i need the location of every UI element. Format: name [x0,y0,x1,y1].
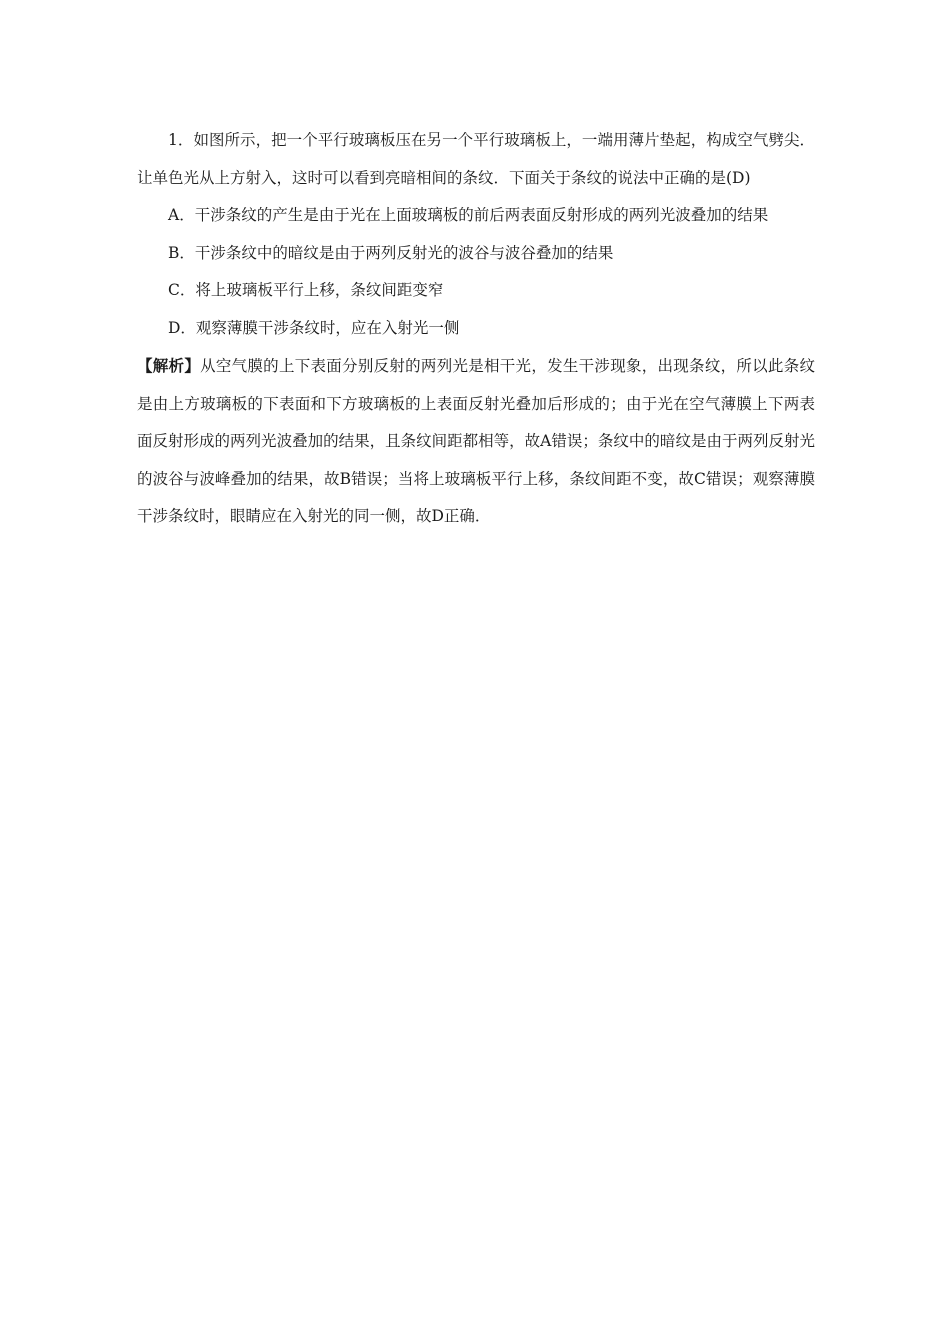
analysis-label: 【解析】 [137,356,201,375]
analysis-paragraph [137,347,815,536]
option-b: B．干涉条纹中的暗纹是由于两列反射光的波谷与波谷叠加的结果 [168,243,614,262]
option-c: C．将上玻璃板平行上移，条纹间距变窄 [168,281,444,299]
option-list [137,197,815,347]
document-content [137,122,815,536]
option-a: A．干涉条纹的产生是由于光在上面玻璃板的前后两表面反射形成的两列光波叠加的结果 [168,206,769,224]
option-d: D．观察薄膜干涉条纹时，应在入射光一侧 [168,318,460,337]
analysis-text: 从空气膜的上下表面分别反射的两列光是相干光，发生干涉现象，出现条纹，所以此条纹是由上方玻璃板的下表面和下方玻璃板的上表面反射光叠加后形成的；由于光在空气薄膜上下两表面反射形成的两列光波叠加的结果，且条纹间距都相等，故A错误；条纹中的暗纹是由于两列反射光的波谷与波峰叠加的结果，故B错误；当将上玻璃板平行上移，条纹间距不变，故C错误；观察薄膜干涉条纹时，眼睛应在入射光的同一侧，故D正确． [137,357,815,525]
question-text: 1．如图所示，把一个平行玻璃板压在另一个平行玻璃板上，一端用薄片垫起，构成空气劈尖．让单色光从上方射入，这时可以看到亮暗相间的条纹．下面关于条纹的说法中正确的是(D) [137,131,815,187]
